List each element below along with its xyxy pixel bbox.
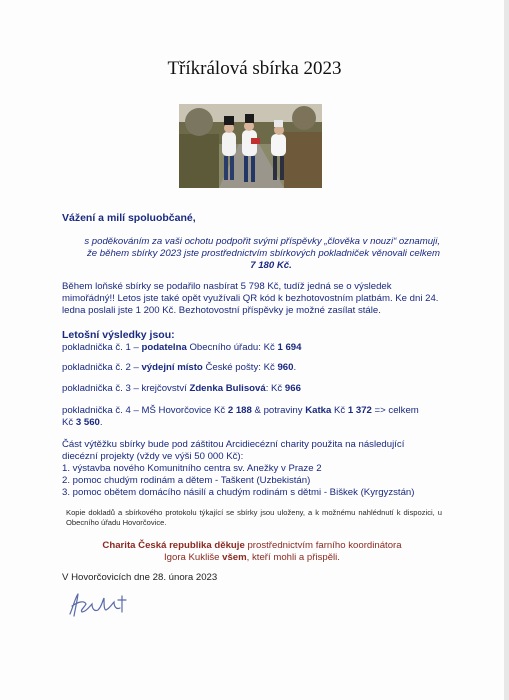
box-4-row: pokladnička č. 4 – MŠ Hovorčovice Kč 2 188 & potraviny Katka Kč 1 372 => celkem Kč 3 560. <box>62 405 419 428</box>
project-item: 1. výstavba nového Komunitního centra sv. Anežky v Praze 2 <box>62 463 322 474</box>
document-title: Tříkrálová sbírka 2023 <box>167 58 342 79</box>
thanks-line-1: s poděkováním za vaši ochotu podpořit svými příspěvky „člověka v nouzi“ oznamuji, <box>84 236 440 247</box>
records-note: Kopie dokladů a sbírkového protokolu týkající se sbírky jsou uloženy, a k možnému nahlédnutí k dispozici, u Obecního úřadu Hovorčovice. <box>66 508 442 527</box>
date-line: V Hovorčovicích dne 28. února 2023 <box>62 572 218 583</box>
carol-singers-photo <box>179 104 322 188</box>
box-2-row: pokladnička č. 2 – výdejní místo České pošty: Kč 960. <box>62 362 297 373</box>
handwritten-signature <box>66 590 136 625</box>
thanks-line-2: že během sbírky 2023 jste prostřednictvím sbírkových pokladniček věnovali celkem <box>87 248 440 259</box>
greeting: Vážení a milí spoluobčané, <box>62 212 196 224</box>
total-amount: 7 180 Kč. <box>250 260 292 271</box>
box-3-row: pokladnička č. 3 – krejčovství Zdenka Bulisová: Kč 966 <box>62 383 301 394</box>
box-1-row: pokladnička č. 1 – podatelna Obecního úřadu: Kč 1 694 <box>62 342 302 353</box>
project-item: 3. pomoc obětem domácího násilí a chudým rodinám s dětmi - Biškek (Kyrgyzstán) <box>62 487 415 498</box>
scan-edge <box>504 0 509 700</box>
thanks-paragraph <box>62 236 440 272</box>
last-year-paragraph: Během loňské sbírky se podařilo nasbírat 5 798 Kč, tudíž jedná se o výsledek mimořádný!! Letos jste také opět využívali QR kód k bezhotovostním platbám. Ke dni 24. ledna poslali jste 1 200 Kč. Bezhotovostní příspěvky je možné zasílat stále. <box>62 281 439 316</box>
projects-list <box>62 463 442 499</box>
charity-thanks: Charita Česká republika děkuje prostřednictvím farního koordinátora Igora Kukliše všem, kteří mohli a přispěli. <box>102 540 402 563</box>
project-item: 2. pomoc chudým rodinám a dětem - Taškent (Uzbekistán) <box>62 475 311 486</box>
results-heading: Letošní výsledky jsou: <box>62 329 175 341</box>
diocesan-note: Část výtěžku sbírky bude pod záštitou Arcidiecézní charity použita na následující diecézní projekty (vždy ve výši 50 000 Kč): <box>62 439 405 462</box>
